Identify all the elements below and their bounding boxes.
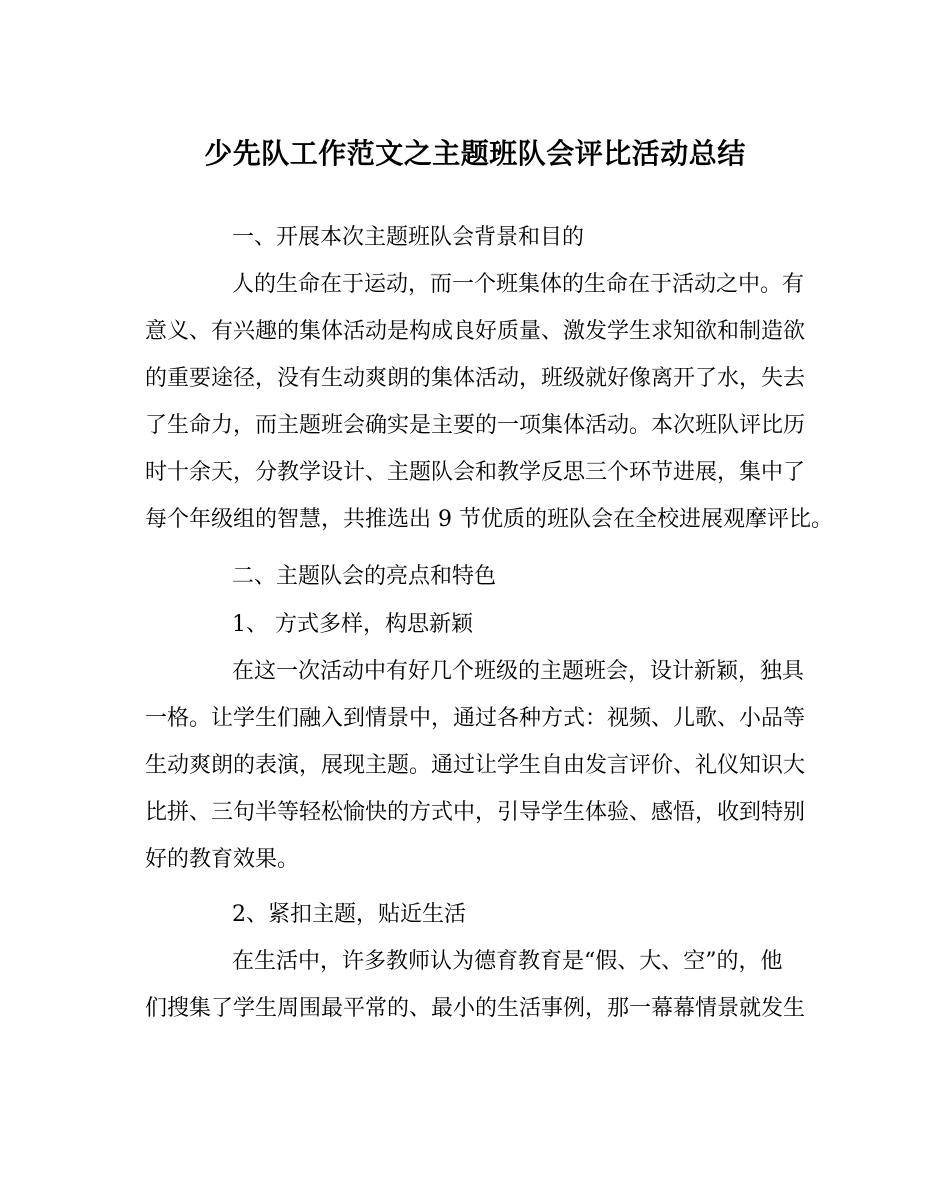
document-title: 少先队工作范文之主题班队会评比活动总结 bbox=[204, 137, 746, 170]
paragraph-line: 的重要途径，没有生动爽朗的集体活动，班级就好像离开了水，失去 bbox=[145, 366, 806, 391]
paragraph-line: 比拼、三句半等轻松愉快的方式中，引导学生体验、感悟，收到特别 bbox=[145, 800, 806, 825]
paragraph-line: 每个年级组的智慧，共推选出 9 节优质的班队会在全校进展观摩评比。 bbox=[145, 507, 833, 532]
paragraph-line: 一格。让学生们融入到情景中，通过各种方式：视频、儿歌、小品等 bbox=[145, 706, 806, 731]
paragraph-line: 人的生命在于运动，而一个班集体的生命在于活动之中。有 bbox=[232, 272, 805, 297]
subheading-2: 2、紧扣主题，贴近生活 bbox=[232, 902, 466, 927]
section-heading-1: 一、开展本次主题班队会背景和目的 bbox=[232, 225, 585, 250]
paragraph-line: 在这一次活动中有好几个班级的主题班会，设计新颖，独具 bbox=[232, 659, 805, 684]
paragraph-line: 好的教育效果。 bbox=[145, 847, 300, 872]
paragraph-line: 意义、有兴趣的集体活动是构成良好质量、激发学生求知欲和制造欲 bbox=[145, 319, 806, 344]
subheading-1: 1、 方式多样，构思新颖 bbox=[232, 612, 473, 637]
paragraph-line: 在生活中，许多教师认为德育教育是“假、大、空”的，他 bbox=[232, 949, 783, 974]
paragraph-line: 了生命力，而主题班会确实是主要的一项集体活动。本次班队评比历 bbox=[145, 413, 806, 438]
section-heading-2: 二、主题队会的亮点和特色 bbox=[232, 564, 497, 589]
paragraph-line: 生动爽朗的表演，展现主题。通过让学生自由发言评价、礼仪知识大 bbox=[145, 753, 806, 778]
paragraph-line: 时十余天，分教学设计、主题队会和教学反思三个环节进展，集中了 bbox=[145, 460, 806, 485]
paragraph-line: 们搜集了学生周围最平常的、最小的生活事例，那一幕幕情景就发生 bbox=[145, 996, 806, 1021]
